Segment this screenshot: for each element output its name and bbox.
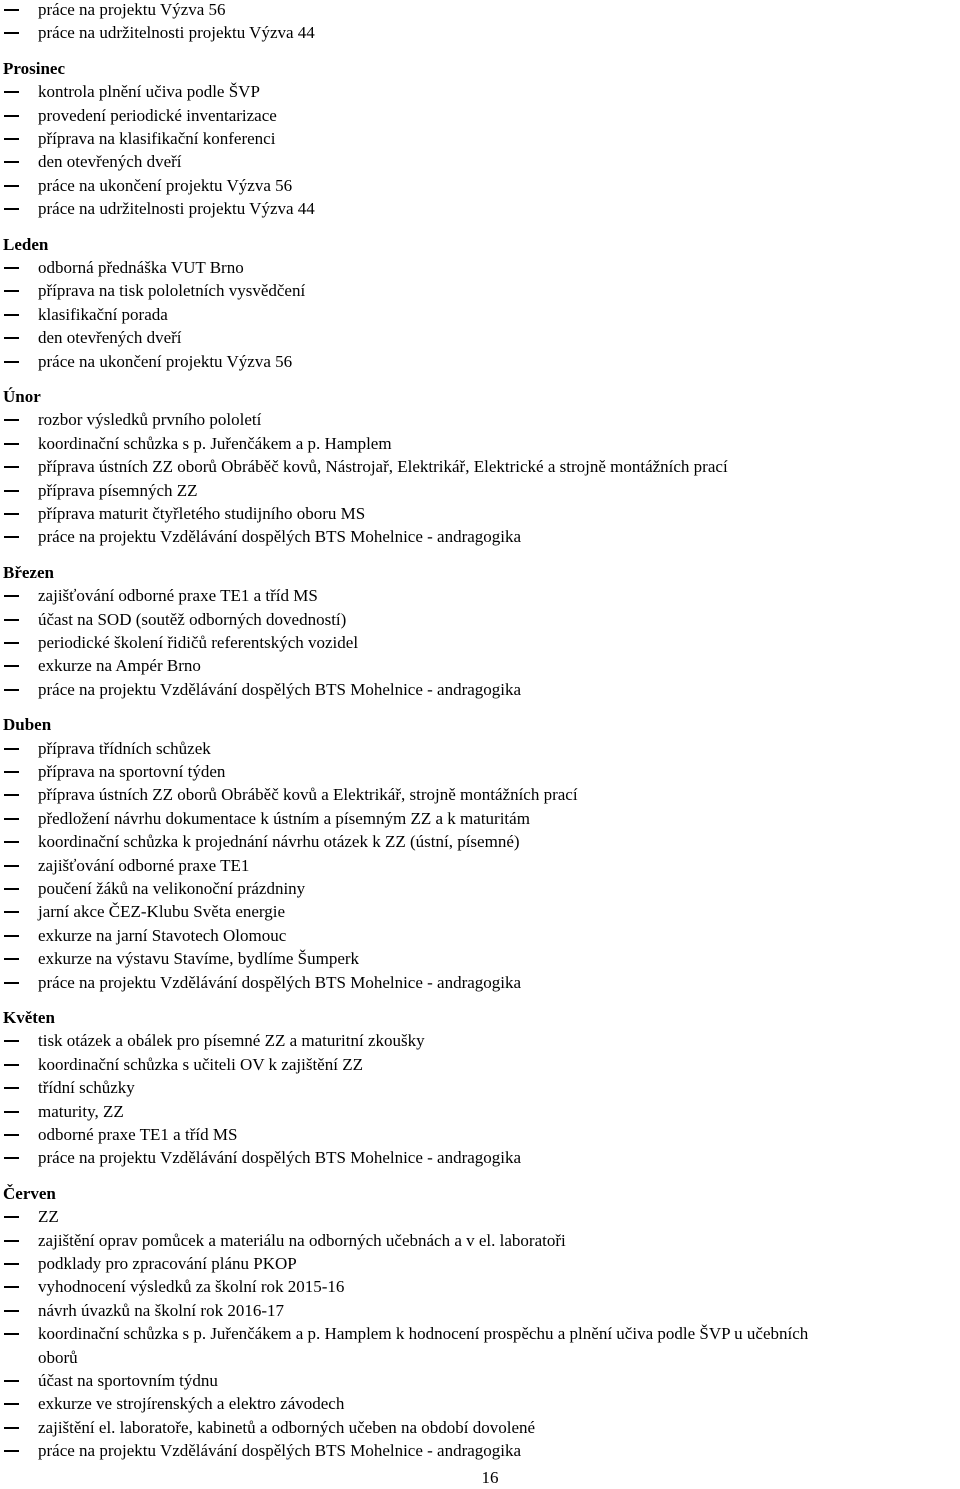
dash-bullet-icon xyxy=(4,1263,19,1265)
list-item xyxy=(0,432,960,455)
dash-bullet-icon xyxy=(4,642,19,644)
list-item-text: příprava na klasifikační konferenci xyxy=(38,129,276,148)
list-item-text: účast na SOD (soutěž odborných dovedností) xyxy=(38,609,347,629)
list-item xyxy=(0,608,960,631)
dash-bullet-icon xyxy=(4,865,19,867)
dash-bullet-icon xyxy=(4,771,19,773)
dash-bullet-icon xyxy=(4,466,19,468)
month-heading: Prosinec xyxy=(3,58,66,78)
list-item-text: oborů xyxy=(38,1347,78,1367)
list-item-text: práce na projektu Výzva 56 xyxy=(38,0,226,19)
list-item-text: rozbor výsledků prvního pololetí xyxy=(38,410,262,430)
list-item-text: účast na sportovním týdnu xyxy=(38,1371,218,1390)
dash-bullet-icon xyxy=(4,32,19,34)
month-heading: Leden xyxy=(3,234,49,254)
list-item xyxy=(0,104,960,127)
list-item-text: odborné praxe TE1 a tříd MS xyxy=(38,1125,238,1144)
list-item xyxy=(0,326,960,349)
dash-bullet-icon xyxy=(4,1427,19,1429)
list-item xyxy=(0,21,960,44)
list-item xyxy=(0,1100,960,1123)
list-item xyxy=(0,1369,960,1392)
month-heading: Červen xyxy=(3,1183,56,1203)
list-item-text: provedení periodické inventarizace xyxy=(38,105,277,125)
dash-bullet-icon xyxy=(4,1134,19,1136)
list-item xyxy=(0,1205,960,1228)
dash-bullet-icon xyxy=(4,1216,19,1218)
list-item-text: exkurze na výstavu Stavíme, bydlíme Šumperk xyxy=(38,949,360,969)
month-heading: Duben xyxy=(3,715,52,735)
list-item-text: třídní schůzky xyxy=(38,1078,135,1098)
list-item xyxy=(0,0,960,21)
list-item xyxy=(0,127,960,150)
list-item-text: koordinační schůzka s p. Juřenčákem a p. Hamplem xyxy=(38,433,392,453)
list-item-continuation xyxy=(0,1346,960,1369)
list-item xyxy=(0,877,960,900)
dash-bullet-icon xyxy=(4,536,19,538)
dash-bullet-icon xyxy=(4,1333,19,1335)
list-item xyxy=(0,1416,960,1439)
list-item xyxy=(0,350,960,373)
dash-bullet-icon xyxy=(4,185,19,187)
list-item-text: exkurze na jarní Stavotech Olomouc xyxy=(38,925,287,945)
list-item xyxy=(0,760,960,783)
list-item-text: příprava ústních ZZ oborů Obráběč kovů, Nástrojař, Elektrikář, Elektrické a strojně montážních prací xyxy=(38,457,728,477)
list-item xyxy=(0,631,960,654)
list-item xyxy=(0,807,960,830)
list-item-text: periodické školení řidičů referentských vozidel xyxy=(38,633,359,652)
list-item-text: zajištění el. laboratoře, kabinetů a odborných učeben na období dovolené xyxy=(38,1417,536,1437)
list-item-text: den otevřených dveří xyxy=(38,152,182,172)
list-item xyxy=(0,1029,960,1052)
list-item xyxy=(0,1392,960,1415)
list-item-text: maturity, ZZ xyxy=(38,1101,124,1121)
list-item-text: práce na projektu Vzdělávání dospělých BTS Mohelnice - andragogika xyxy=(38,679,522,699)
page-number: 16 xyxy=(481,1468,499,1487)
dash-bullet-icon xyxy=(4,748,19,750)
list-item-text: kontrola plnění učiva podle ŠVP xyxy=(38,82,260,102)
list-item-text: tisk otázek a obálek pro písemné ZZ a maturitní zkoušky xyxy=(38,1031,425,1051)
list-item-text: práce na ukončení projektu Výzva 56 xyxy=(38,175,293,195)
list-item-text: zajišťování odborné praxe TE1 xyxy=(38,855,250,875)
dash-bullet-icon xyxy=(4,91,19,93)
dash-bullet-icon xyxy=(4,1310,19,1312)
list-item-text: zajištění oprav pomůcek a materiálu na odborných učebnách a v el. laboratoři xyxy=(38,1230,566,1250)
list-item-text: předložení návrhu dokumentace k ústním a písemným ZZ a k maturitám xyxy=(38,808,530,828)
list-item xyxy=(0,197,960,220)
list-item-text: koordinační schůzka s p. Juřenčákem a p. Hamplem k hodnocení prospěchu a plnění učiva podle ŠVP u učebních xyxy=(38,1324,809,1344)
list-item xyxy=(0,654,960,677)
dash-bullet-icon xyxy=(4,138,19,140)
list-item xyxy=(0,971,960,994)
month-heading: Květen xyxy=(3,1008,55,1027)
list-item xyxy=(0,256,960,279)
list-item-text: práce na projektu Vzdělávání dospělých BTS Mohelnice - andragogika xyxy=(38,527,522,547)
list-item xyxy=(0,1299,960,1322)
dash-bullet-icon xyxy=(4,9,19,11)
list-item-text: práce na udržitelnosti projektu Výzva 44 xyxy=(38,199,315,219)
dash-bullet-icon xyxy=(4,290,19,292)
list-item xyxy=(0,1439,960,1462)
list-item xyxy=(0,1275,960,1298)
list-item-text: koordinační schůzka k projednání návrhu otázek k ZZ (ústní, písemné) xyxy=(38,832,520,852)
dash-bullet-icon xyxy=(4,1286,19,1288)
list-item-text: příprava třídních schůzek xyxy=(38,738,211,758)
list-item-text: návrh úvazků na školní rok 2016-17 xyxy=(38,1300,284,1320)
dash-bullet-icon xyxy=(4,115,19,117)
dash-bullet-icon xyxy=(4,1380,19,1382)
dash-bullet-icon xyxy=(4,841,19,843)
list-item-text: exkurze ve strojírenských a elektro závodech xyxy=(38,1394,345,1414)
list-item xyxy=(0,479,960,502)
list-item xyxy=(0,1252,960,1275)
list-item xyxy=(0,174,960,197)
list-item xyxy=(0,830,960,853)
list-item xyxy=(0,455,960,478)
list-item xyxy=(0,924,960,947)
month-heading: Únor xyxy=(3,387,41,406)
dash-bullet-icon xyxy=(4,314,19,316)
list-item xyxy=(0,1123,960,1146)
dash-bullet-icon xyxy=(4,1040,19,1042)
list-item-text: příprava písemných ZZ xyxy=(38,480,198,500)
list-item xyxy=(0,1229,960,1252)
list-item xyxy=(0,947,960,970)
list-item xyxy=(0,150,960,173)
list-item xyxy=(0,80,960,103)
list-item xyxy=(0,1322,960,1345)
dash-bullet-icon xyxy=(4,361,19,363)
list-item-text: práce na projektu Vzdělávání dospělých BTS Mohelnice - andragogika xyxy=(38,1441,522,1461)
list-item-text: jarní akce ČEZ-Klubu Světa energie xyxy=(38,902,286,922)
list-item xyxy=(0,584,960,607)
dash-bullet-icon xyxy=(4,888,19,890)
list-item-text: příprava maturit čtyřletého studijního oboru MS xyxy=(38,504,366,523)
list-item-text: vyhodnocení výsledků za školní rok 2015-16 xyxy=(38,1277,345,1297)
list-item-text: koordinační schůzka s učiteli OV k zajištění ZZ xyxy=(38,1054,363,1074)
dash-bullet-icon xyxy=(4,443,19,445)
list-item-text: příprava na tisk pololetních vysvědčení xyxy=(38,281,306,301)
list-item-text: podklady pro zpracování plánu PKOP xyxy=(38,1254,297,1273)
list-item xyxy=(0,783,960,806)
list-item xyxy=(0,303,960,326)
list-item-text: práce na udržitelnosti projektu Výzva 44 xyxy=(38,23,315,43)
dash-bullet-icon xyxy=(4,911,19,913)
list-item-text: exkurze na Ampér Brno xyxy=(38,656,201,676)
list-item xyxy=(0,502,960,525)
list-item-text: odborná přednáška VUT Brno xyxy=(38,258,244,277)
dash-bullet-icon xyxy=(4,1087,19,1089)
list-item xyxy=(0,279,960,302)
dash-bullet-icon xyxy=(4,958,19,960)
list-item-text: den otevřených dveří xyxy=(38,328,182,348)
list-item xyxy=(0,1076,960,1099)
list-item xyxy=(0,1146,960,1169)
dash-bullet-icon xyxy=(4,794,19,796)
dash-bullet-icon xyxy=(4,513,19,515)
dash-bullet-icon xyxy=(4,935,19,937)
dash-bullet-icon xyxy=(4,208,19,210)
dash-bullet-icon xyxy=(4,595,19,597)
dash-bullet-icon xyxy=(4,619,19,621)
list-item xyxy=(0,1053,960,1076)
list-item xyxy=(0,900,960,923)
dash-bullet-icon xyxy=(4,818,19,820)
dash-bullet-icon xyxy=(4,267,19,269)
dash-bullet-icon xyxy=(4,1240,19,1242)
dash-bullet-icon xyxy=(4,161,19,163)
dash-bullet-icon xyxy=(4,1403,19,1405)
list-item-text: zajišťování odborné praxe TE1 a tříd MS xyxy=(38,586,318,606)
list-item-text: ZZ xyxy=(38,1207,59,1227)
dash-bullet-icon xyxy=(4,982,19,984)
dash-bullet-icon xyxy=(4,665,19,667)
dash-bullet-icon xyxy=(4,1064,19,1066)
list-item xyxy=(0,678,960,701)
list-item xyxy=(0,737,960,760)
list-item xyxy=(0,854,960,877)
list-item-text: klasifikační porada xyxy=(38,304,168,324)
list-item-text: příprava ústních ZZ oborů Obráběč kovů a Elektrikář, strojně montážních prací xyxy=(38,785,578,805)
list-item xyxy=(0,525,960,548)
list-item xyxy=(0,408,960,431)
list-item-text: práce na ukončení projektu Výzva 56 xyxy=(38,351,293,371)
dash-bullet-icon xyxy=(4,1450,19,1452)
dash-bullet-icon xyxy=(4,1157,19,1159)
dash-bullet-icon xyxy=(4,1111,19,1113)
list-item-text: práce na projektu Vzdělávání dospělých BTS Mohelnice - andragogika xyxy=(38,1148,522,1168)
list-item-text: práce na projektu Vzdělávání dospělých BTS Mohelnice - andragogika xyxy=(38,972,522,992)
dash-bullet-icon xyxy=(4,337,19,339)
list-item-text: příprava na sportovní týden xyxy=(38,762,226,781)
month-heading: Březen xyxy=(3,562,54,582)
dash-bullet-icon xyxy=(4,689,19,691)
list-item-text: poučení žáků na velikonoční prázdniny xyxy=(38,879,306,898)
dash-bullet-icon xyxy=(4,419,19,421)
dash-bullet-icon xyxy=(4,490,19,492)
